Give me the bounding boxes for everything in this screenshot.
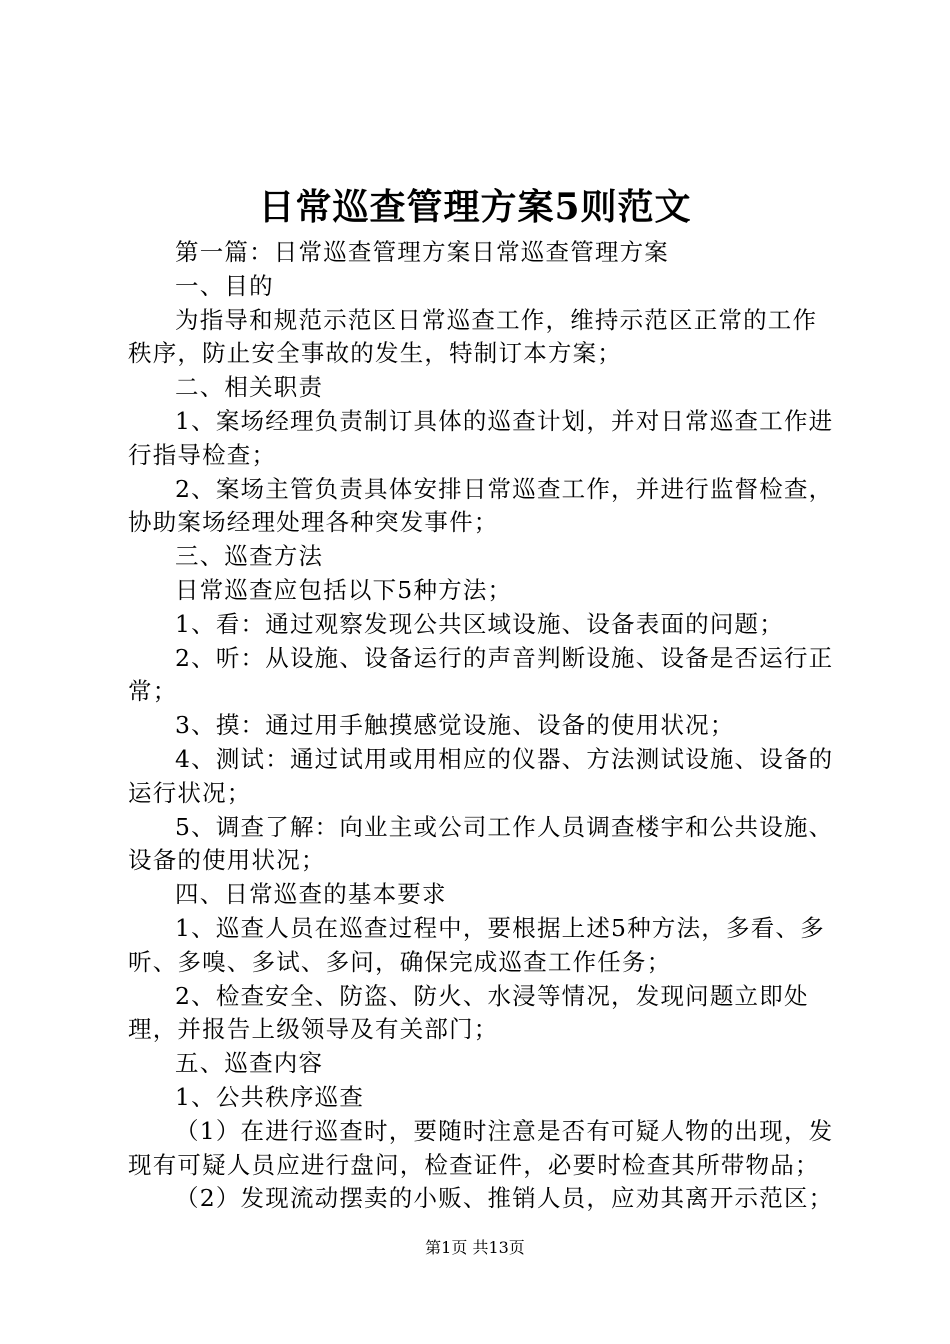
document-title: 日常巡查管理方案5则范文 xyxy=(258,186,692,228)
paragraph: （1）在进行巡查时，要随时注意是否有可疑人物的出现，发现有可疑人员应进行盘问，检查证件，必要时检查其所带物品； xyxy=(128,1116,834,1179)
paragraph-heading-duties: 二、相关职责 xyxy=(175,373,324,402)
paragraph: 2、案场主管负责具体安排日常巡查工作，并进行监督检查，协助案场经理处理各种突发事件； xyxy=(128,474,834,537)
paragraph: 2、听：从设施、设备运行的声音判断设施、设备是否运行正常； xyxy=(128,643,834,706)
paragraph-heading-purpose: 一、目的 xyxy=(175,271,274,300)
paragraph-heading-requirements: 四、日常巡查的基本要求 xyxy=(175,880,447,909)
page-footer: 第1页 共13页 xyxy=(425,1238,525,1257)
paragraph: 为指导和规范示范区日常巡查工作，维持示范区正常的工作秩序，防止安全事故的发生，特制订本方案； xyxy=(128,305,818,368)
paragraph: 5、调查了解：向业主或公司工作人员调查楼宇和公共设施、设备的使用状况； xyxy=(128,812,834,875)
paragraph-heading-content: 五、巡查内容 xyxy=(175,1049,324,1078)
paragraph: 1、看：通过观察发现公共区域设施、设备表面的问题； xyxy=(175,609,784,638)
paragraph: 1、案场经理负责制订具体的巡查计划，并对日常巡查工作进行指导检查； xyxy=(128,406,834,469)
paragraph-section-heading: 第一篇：日常巡查管理方案日常巡查管理方案 xyxy=(175,238,669,266)
paragraph-heading-methods: 三、巡查方法 xyxy=(175,542,324,571)
paragraph: 3、摸：通过用手触摸感觉设施、设备的使用状况； xyxy=(175,711,735,740)
paragraph: 1、公共秩序巡查 xyxy=(175,1082,365,1111)
paragraph: （2）发现流动摆卖的小贩、推销人员，应劝其离开示范区； xyxy=(175,1184,834,1213)
paragraph: 2、检查安全、防盗、防火、水浸等情况，发现问题立即处理，并报告上级领导及有关部门； xyxy=(128,981,809,1044)
paragraph: 1、巡查人员在巡查过程中，要根据上述5种方法，多看、多听、多嗅、多试、多问，确保完成巡查工作任务； xyxy=(128,913,825,976)
paragraph: 日常巡查应包括以下5种方法； xyxy=(175,575,513,604)
document-body xyxy=(128,236,836,1216)
paragraph: 4、测试：通过试用或用相应的仪器、方法测试设施、设备的运行状况； xyxy=(128,744,834,807)
